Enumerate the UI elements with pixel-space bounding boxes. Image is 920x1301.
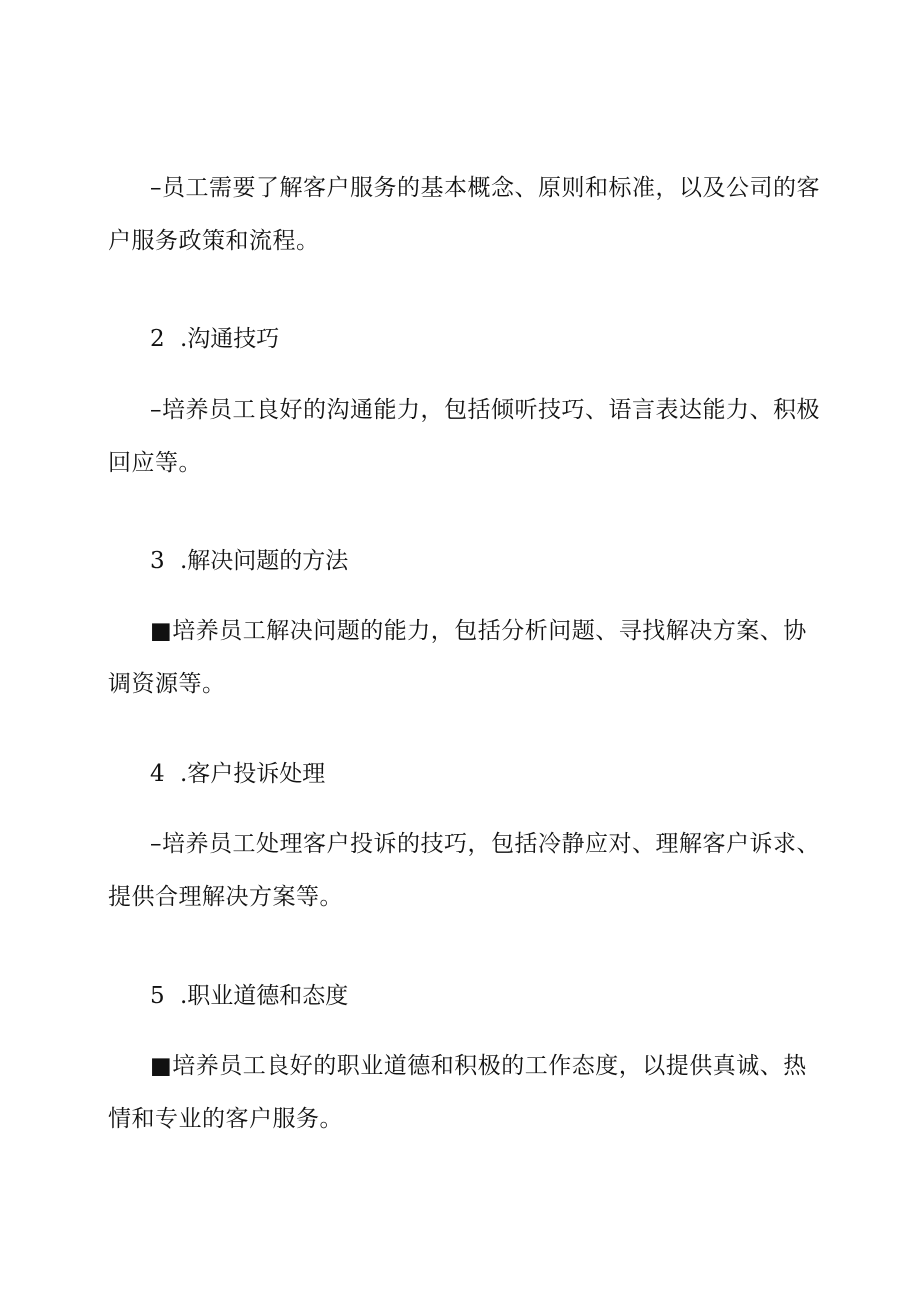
dash-marker: –: [150, 831, 162, 857]
section-paragraph-5: [108, 1040, 820, 1146]
section-heading-4: [150, 759, 325, 789]
section-title: .沟通技巧: [180, 326, 280, 352]
section-number: 4: [150, 761, 165, 787]
paragraph-text: 培养员工处理客户投诉的技巧，包括冷静应对、理解客户诉求、提供合理解决方案等。: [108, 831, 820, 910]
square-bullet-marker: ■: [150, 1053, 173, 1079]
section-number: 2: [150, 326, 165, 352]
paragraph-text: 培养员工良好的沟通能力，包括倾听技巧、语言表达能力、积极回应等。: [108, 397, 820, 476]
section-title: .解决问题的方法: [180, 548, 349, 574]
section-paragraph-4: [108, 818, 820, 924]
intro-paragraph: [108, 162, 820, 268]
section-heading-5: [150, 981, 348, 1011]
paragraph-text: 培养员工解决问题的能力，包括分析问题、寻找解决方案、协调资源等。: [108, 618, 807, 697]
paragraph-text: 员工需要了解客户服务的基本概念、原则和标准，以及公司的客户服务政策和流程。: [108, 175, 820, 254]
section-number: 3: [150, 548, 165, 574]
section-number: 5: [150, 983, 165, 1009]
section-title: .职业道德和态度: [180, 983, 349, 1009]
section-title: .客户投诉处理: [180, 761, 326, 787]
square-bullet-marker: ■: [150, 618, 173, 644]
dash-marker: –: [150, 397, 162, 423]
section-heading-2: [150, 324, 279, 354]
section-paragraph-3: [108, 605, 820, 711]
paragraph-text: 培养员工良好的职业道德和积极的工作态度，以提供真诚、热情和专业的客户服务。: [108, 1053, 807, 1132]
section-paragraph-2: [108, 384, 820, 490]
dash-marker: –: [150, 175, 162, 201]
section-heading-3: [150, 546, 348, 576]
